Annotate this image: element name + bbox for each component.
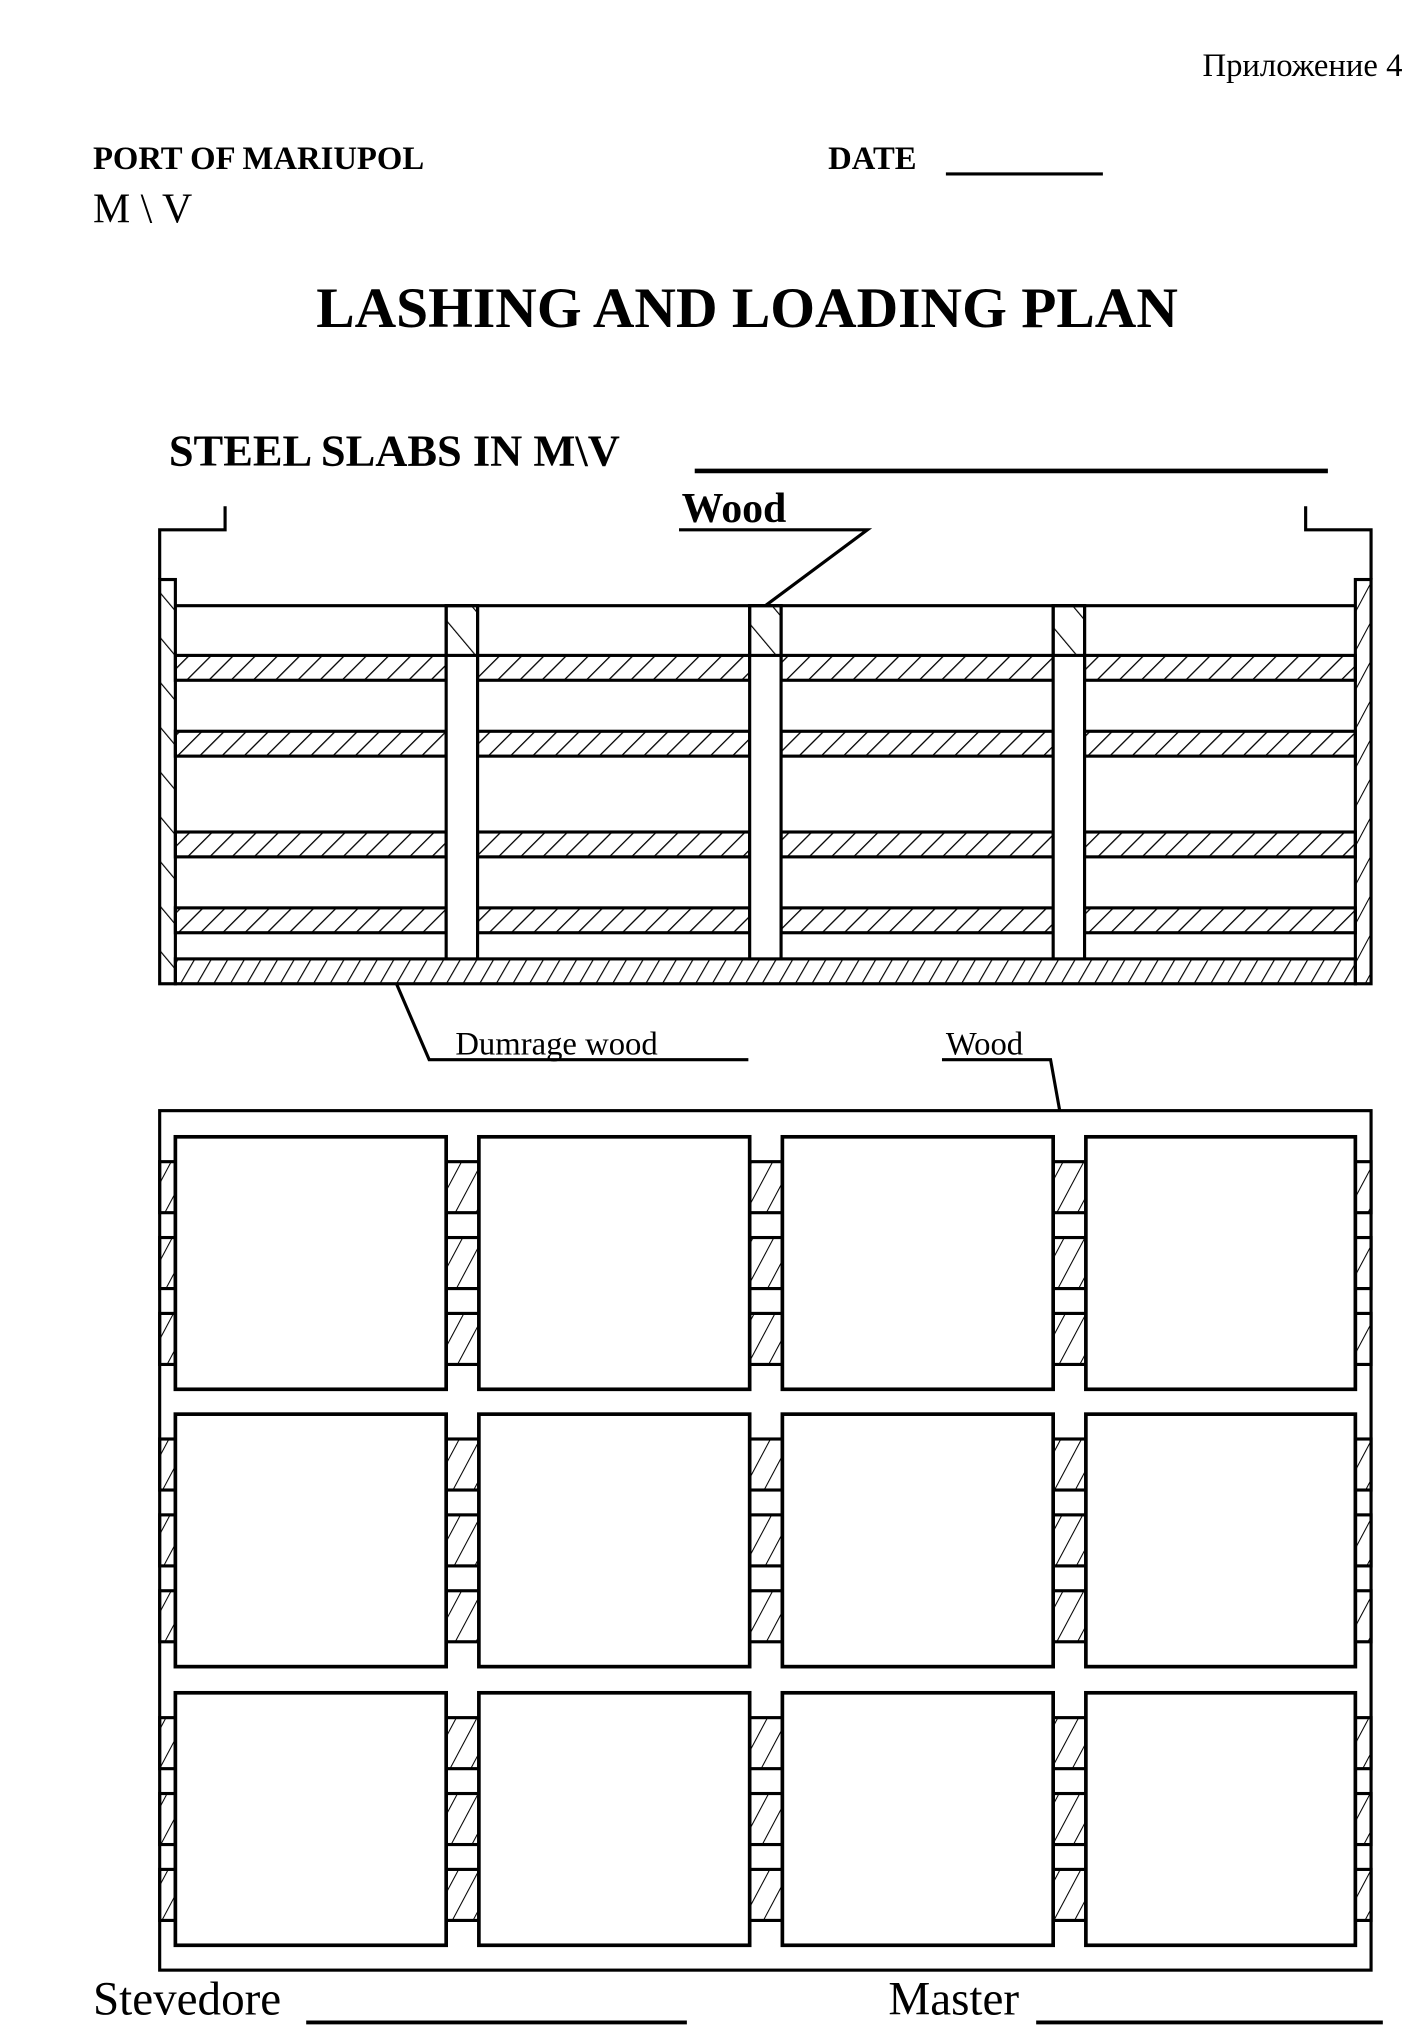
- wood-block: [750, 1313, 783, 1364]
- tier-separator-wood: [1085, 908, 1356, 933]
- appendix-label: Приложение 4: [1202, 47, 1403, 84]
- wood-block: [750, 1515, 783, 1566]
- vessel-label: M \ V: [92, 186, 193, 233]
- wood-block: [750, 1794, 783, 1845]
- wood-block: [160, 1515, 176, 1566]
- steel-slab: [782, 1414, 1053, 1666]
- hatch-coaming-right: [1306, 506, 1371, 579]
- steel-slab: [1086, 1693, 1355, 1945]
- wood-block: [446, 1439, 479, 1490]
- wood-block: [160, 1162, 176, 1213]
- wood-block: [1053, 1869, 1086, 1920]
- stanchion-wood: [446, 606, 477, 959]
- wood-block: [160, 1439, 176, 1490]
- side-wall-wood-right: [1355, 580, 1371, 984]
- wood-block: [1355, 1162, 1371, 1213]
- wood-block: [1053, 1439, 1086, 1490]
- wood-block: [1053, 1238, 1086, 1289]
- hatch-coaming-left: [160, 506, 225, 579]
- stanchion-wood-top: [446, 606, 477, 656]
- stevedore-label: Stevedore: [92, 1973, 282, 2026]
- wood-block: [1355, 1591, 1371, 1642]
- wood-block: [1053, 1794, 1086, 1845]
- wood-top-leader: [679, 530, 867, 606]
- side-wall-wood-left: [160, 580, 176, 984]
- dunnage-label: Dumrage wood: [455, 1026, 658, 1063]
- dunnage-wood-floor: [175, 959, 1355, 984]
- steel-slab: [782, 1137, 1053, 1389]
- steel-slab: [479, 1693, 750, 1945]
- wood-block: [160, 1869, 176, 1920]
- stanchion-wood: [750, 606, 781, 959]
- steel-slab: [479, 1414, 750, 1666]
- tier-separator-wood: [175, 731, 446, 756]
- tier-separator-wood: [781, 908, 1053, 933]
- wood-block: [1053, 1591, 1086, 1642]
- wood-block: [1053, 1515, 1086, 1566]
- tier-separator-wood: [781, 731, 1053, 756]
- cargo-subtitle: STEEL SLABS IN M\V: [168, 425, 620, 476]
- wood-block: [750, 1718, 783, 1769]
- wood-block: [160, 1591, 176, 1642]
- steel-slab: [175, 1693, 446, 1945]
- steel-slab: [782, 1693, 1053, 1945]
- wood-block: [160, 1794, 176, 1845]
- wood-block: [446, 1515, 479, 1566]
- wood-block: [750, 1439, 783, 1490]
- wood-block: [160, 1313, 176, 1364]
- wood-block: [446, 1869, 479, 1920]
- tier-separator-wood: [478, 655, 750, 680]
- wood-block: [1355, 1238, 1371, 1289]
- steel-slab: [479, 1137, 750, 1389]
- steel-slab: [1086, 1414, 1355, 1666]
- steel-slab: [1086, 1137, 1355, 1389]
- wood-block: [1355, 1869, 1371, 1920]
- wood-block: [1355, 1515, 1371, 1566]
- wood-block: [1355, 1718, 1371, 1769]
- tier-separator-wood: [175, 908, 446, 933]
- hold-cross-section: [160, 506, 1371, 983]
- wood-block: [160, 1718, 176, 1769]
- wood-block: [1053, 1162, 1086, 1213]
- steel-slab: [175, 1414, 446, 1666]
- wood-block: [750, 1162, 783, 1213]
- hold-plan-view: [160, 1111, 1371, 1970]
- tier-separator-wood: [175, 832, 446, 857]
- tier-separator-wood: [175, 655, 446, 680]
- wood-block: [446, 1591, 479, 1642]
- wood-block: [750, 1591, 783, 1642]
- wood-block: [1355, 1794, 1371, 1845]
- wood-block: [1355, 1313, 1371, 1364]
- stanchion-wood: [1053, 606, 1084, 959]
- tier-separator-wood: [1085, 731, 1356, 756]
- port-name: PORT OF MARIUPOL: [92, 140, 425, 177]
- tier-separator-wood: [478, 731, 750, 756]
- stanchion-wood-top: [750, 606, 781, 656]
- tier-separator-wood: [781, 832, 1053, 857]
- wood-block: [446, 1313, 479, 1364]
- wood-block: [446, 1718, 479, 1769]
- wood-block: [1053, 1718, 1086, 1769]
- wood-block: [750, 1869, 783, 1920]
- wood-block: [750, 1238, 783, 1289]
- wood-block: [446, 1238, 479, 1289]
- tier-separator-wood: [478, 832, 750, 857]
- steel-slab: [175, 1137, 446, 1389]
- wood-block: [1355, 1439, 1371, 1490]
- tier-separator-wood: [1085, 655, 1356, 680]
- tier-separator-wood: [781, 655, 1053, 680]
- wood-block: [160, 1238, 176, 1289]
- stanchion-wood-top: [1053, 606, 1084, 656]
- date-label: DATE: [828, 140, 917, 177]
- master-label: Master: [888, 1973, 1020, 2026]
- wood-bottom-label: Wood: [945, 1026, 1024, 1063]
- tier-separator-wood: [478, 908, 750, 933]
- page-title: LASHING AND LOADING PLAN: [316, 277, 1178, 341]
- wood-top-label: Wood: [681, 485, 787, 532]
- tier-separator-wood: [1085, 832, 1356, 857]
- wood-block: [1053, 1313, 1086, 1364]
- wood-block: [446, 1162, 479, 1213]
- wood-block: [446, 1794, 479, 1845]
